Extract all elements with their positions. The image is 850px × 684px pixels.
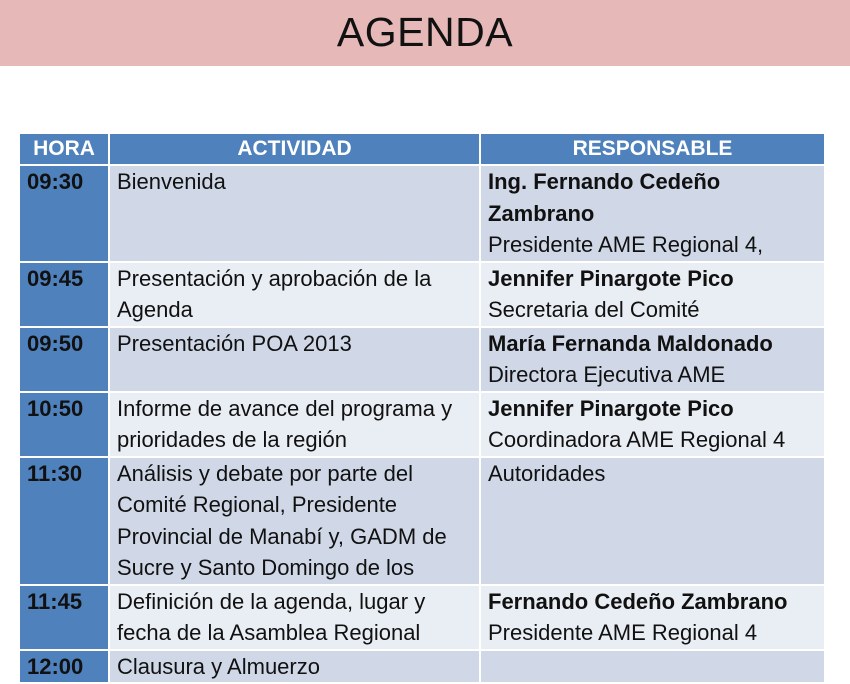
responsible-cell xyxy=(480,392,825,457)
responsible-name: Fernando Cedeño Zambrano xyxy=(488,588,788,614)
time-cell: 09:45 xyxy=(19,262,109,327)
activity-cell: Definición de la agenda, lugar y fecha de la Asamblea Regional xyxy=(109,585,480,650)
responsible-name: Ing. Fernando Cedeño Zambrano xyxy=(488,169,721,226)
table-row xyxy=(19,650,825,684)
time-cell: 11:45 xyxy=(19,585,109,650)
time-cell: 11:30 xyxy=(19,457,109,585)
activity-cell: Presentación POA 2013 xyxy=(109,327,480,392)
title-banner xyxy=(0,0,850,66)
activity-cell: Bienvenida xyxy=(109,165,480,262)
table-row xyxy=(19,327,825,392)
table-row xyxy=(19,392,825,457)
time-cell: 09:50 xyxy=(19,327,109,392)
column-header-responsable: RESPONSABLE xyxy=(480,133,825,165)
column-header-actividad: ACTIVIDAD xyxy=(109,133,480,165)
responsible-cell xyxy=(480,585,825,650)
responsible-name: Jennifer Pinargote Pico xyxy=(488,395,734,421)
time-cell: 10:50 xyxy=(19,392,109,457)
responsible-cell xyxy=(480,262,825,327)
agenda-table xyxy=(18,132,826,684)
responsible-cell xyxy=(480,165,825,262)
table-row xyxy=(19,585,825,650)
responsible-cell xyxy=(480,327,825,392)
responsible-name: María Fernanda Maldonado xyxy=(488,330,773,356)
table-row xyxy=(19,165,825,262)
page-title: AGENDA xyxy=(336,8,514,55)
time-cell: 12:00 xyxy=(19,650,109,684)
table-row xyxy=(19,457,825,585)
responsible-role: Coordinadora AME Regional 4 xyxy=(488,427,786,452)
responsible-cell xyxy=(480,457,825,585)
responsible-role: Autoridades xyxy=(488,460,606,486)
column-header-hora: HORA xyxy=(19,133,109,165)
activity-cell: Análisis y debate por parte del Comité Regional, Presidente Provincial de Manabí y, GADM de Sucre y Santo Domingo de los xyxy=(109,457,480,585)
table-header-row xyxy=(19,133,825,165)
responsible-cell xyxy=(480,650,825,684)
activity-cell: Informe de avance del programa y prioridades de la región xyxy=(109,392,480,457)
responsible-name: Jennifer Pinargote Pico xyxy=(488,265,734,291)
responsible-role: Presidente AME Regional 4, xyxy=(488,232,764,257)
responsible-role: Presidente AME Regional 4 xyxy=(488,620,758,645)
responsible-role: Directora Ejecutiva AME xyxy=(488,362,726,387)
table-row xyxy=(19,262,825,327)
activity-cell: Clausura y Almuerzo xyxy=(109,650,480,684)
activity-cell: Presentación y aprobación de la Agenda xyxy=(109,262,480,327)
time-cell: 09:30 xyxy=(19,165,109,262)
responsible-role: Secretaria del Comité xyxy=(488,297,700,322)
